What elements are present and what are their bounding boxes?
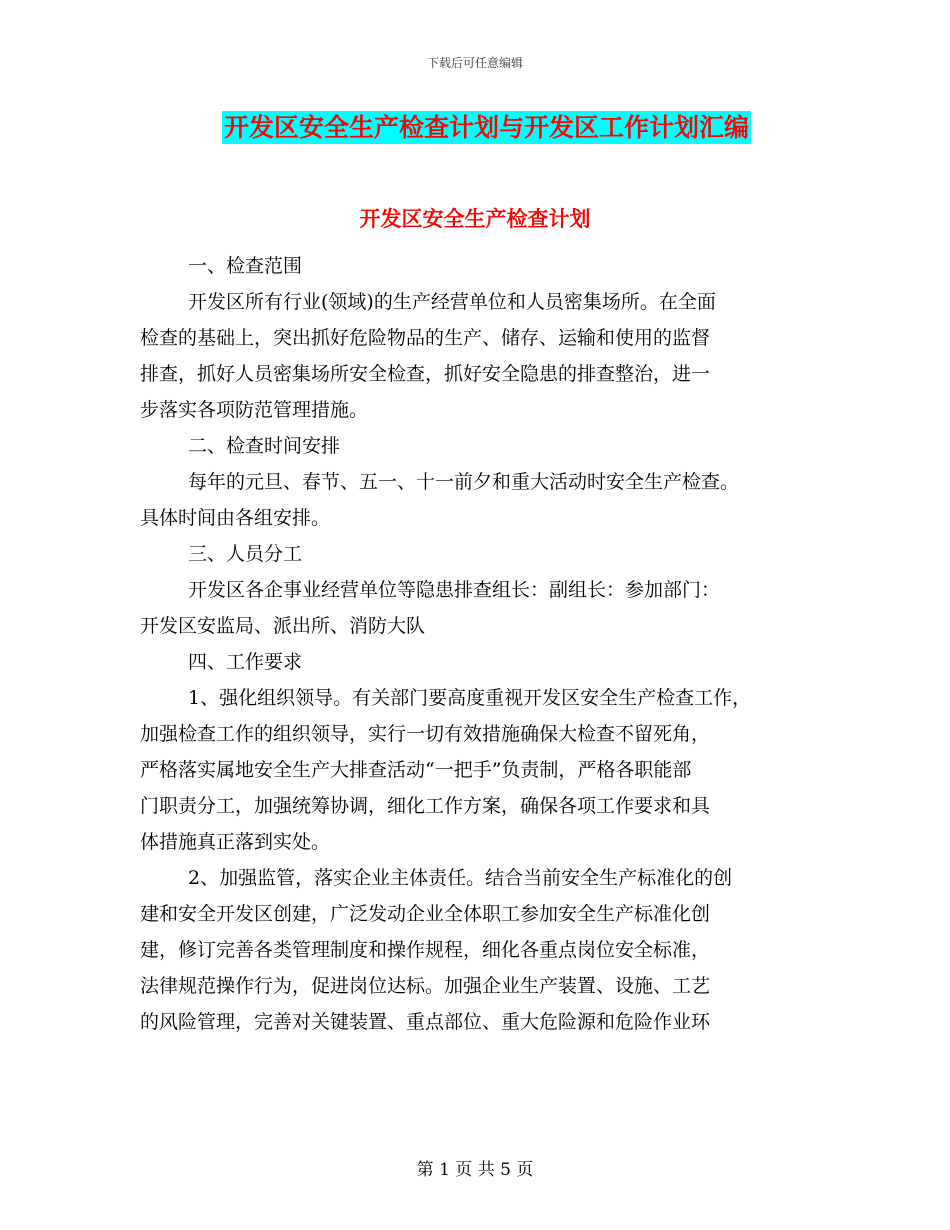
body-line: 四、工作要求 [188, 651, 303, 673]
body-line: 建和安全开发区创建，广泛发动企业全体职工参加安全生产标准化创 [140, 903, 711, 925]
body-line: 法律规范操作行为，促进岗位达标。加强企业生产装置、设施、工艺 [140, 975, 711, 997]
page-header-note: 下载后可任意编辑 [426, 56, 523, 70]
body-line: 排查，抓好人员密集场所安全检查，抓好安全隐患的排查整治，进一 [140, 363, 711, 385]
body-line: 2、加强监管，落实企业主体责任。结合当前安全生产标准化的创 [188, 867, 733, 889]
body-line: 三、人员分工 [188, 543, 303, 565]
body-line: 开发区安监局、派出所、消防大队 [140, 615, 426, 637]
body-line: 门职责分工，加强统筹协调，细化工作方案，确保各项工作要求和具 [140, 795, 711, 817]
body-line: 步落实各项防范管理措施。 [140, 399, 369, 421]
body-line: 体措施真正落到实处。 [140, 831, 331, 853]
body-line: 检查的基础上，突出抓好危险物品的生产、储存、运输和使用的监督 [140, 327, 711, 349]
body-line: 每年的元旦、春节、五一、十一前夕和重大活动时安全生产检查。 [188, 471, 740, 493]
body-line: 建，修订完善各类管理制度和操作规程，细化各重点岗位安全标准， [140, 939, 711, 961]
body-line: 的风险管理，完善对关键装置、重点部位、重大危险源和危险作业环 [140, 1011, 711, 1033]
body-line: 开发区各企事业经营单位等隐患排查组长：副组长：参加部门： [188, 579, 721, 601]
body-line: 一、检查范围 [188, 255, 303, 277]
body-line: 加强检查工作的组织领导，实行一切有效措施确保大检查不留死角， [140, 723, 711, 745]
body-line: 严格落实属地安全生产大排查活动“一把手”负责制，严格各职能部 [140, 759, 692, 781]
body-line: 具体时间由各组安排。 [140, 507, 331, 529]
section-title: 开发区安全生产检查计划 [359, 207, 591, 231]
body-line: 二、检查时间安排 [188, 435, 341, 457]
page-footer: 第 1 页 共 5 页 [416, 1160, 534, 1180]
document-title: 开发区安全生产检查计划与开发区工作计划汇编 [224, 113, 750, 142]
body-line: 1、强化组织领导。有关部门要高度重视开发区安全生产检查工作， [188, 687, 752, 709]
body-line: 开发区所有行业(领域)的生产经营单位和人员密集场所。在全面 [188, 291, 716, 313]
document-body [140, 248, 820, 1040]
